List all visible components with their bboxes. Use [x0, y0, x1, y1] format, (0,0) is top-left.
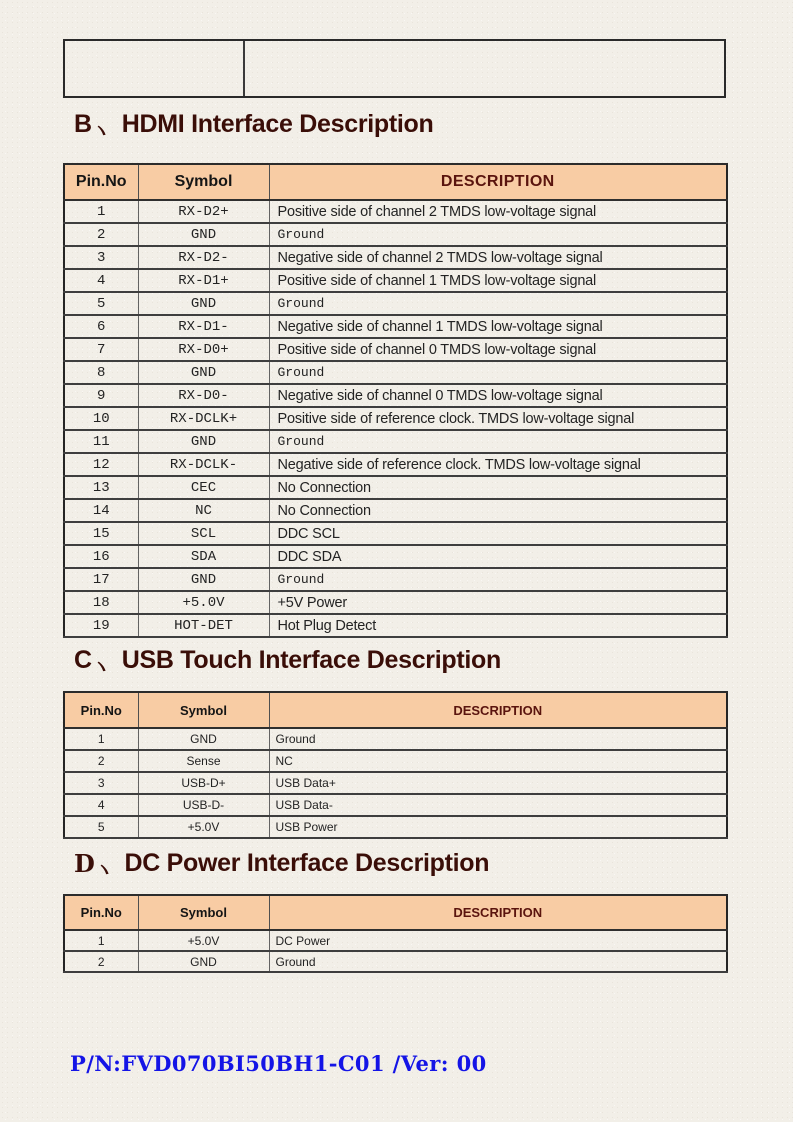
pin-cell: 3	[64, 772, 138, 794]
column-header: DESCRIPTION	[269, 164, 727, 200]
column-header: DESCRIPTION	[269, 895, 727, 930]
section-title: USB Touch Interface Description	[121, 646, 501, 674]
description-cell: Negative side of channel 0 TMDS low-voltage signal	[269, 384, 727, 407]
pin-cell: 5	[64, 292, 138, 315]
symbol-cell: RX-D1-	[138, 315, 269, 338]
table-row	[64, 499, 727, 522]
table-row	[64, 453, 727, 476]
table-row	[64, 476, 727, 499]
pin-cell: 19	[64, 614, 138, 637]
description-cell: Ground	[269, 568, 727, 591]
table-row	[64, 591, 727, 614]
symbol-cell: RX-D1+	[138, 269, 269, 292]
table-row	[64, 568, 727, 591]
description-cell: NC	[269, 750, 727, 772]
usb-pin-table	[63, 691, 728, 839]
top-table-cell-left	[65, 41, 245, 96]
table-row	[64, 794, 727, 816]
symbol-cell: RX-D2-	[138, 246, 269, 269]
symbol-cell: GND	[138, 223, 269, 246]
pin-cell: 7	[64, 338, 138, 361]
pin-cell: 10	[64, 407, 138, 430]
symbol-cell: GND	[138, 568, 269, 591]
description-cell: Negative side of reference clock. TMDS low-voltage signal	[269, 453, 727, 476]
symbol-cell: GND	[138, 951, 269, 972]
table-row	[64, 315, 727, 338]
pin-cell: 8	[64, 361, 138, 384]
section-title: HDMI Interface Description	[121, 110, 434, 138]
pin-cell: 11	[64, 430, 138, 453]
description-cell: DDC SCL	[269, 522, 727, 545]
description-cell: USB Power	[269, 816, 727, 838]
symbol-cell: SCL	[138, 522, 269, 545]
table-row	[64, 750, 727, 772]
pin-cell: 14	[64, 499, 138, 522]
column-header: Symbol	[138, 164, 269, 200]
section-letter: D	[74, 849, 95, 878]
column-header: Symbol	[138, 895, 269, 930]
section-heading-hdmi	[74, 112, 433, 137]
part-number-text: P/N:FVD070BI50BH1-C01 /Ver: 00	[70, 1051, 487, 1076]
pin-cell: 2	[64, 750, 138, 772]
description-cell: Ground	[269, 430, 727, 453]
pin-cell: 9	[64, 384, 138, 407]
ideographic-comma-icon	[100, 864, 111, 875]
description-cell: Ground	[269, 292, 727, 315]
symbol-cell: RX-D0-	[138, 384, 269, 407]
table-row	[64, 338, 727, 361]
pin-cell: 3	[64, 246, 138, 269]
description-cell: Positive side of channel 0 TMDS low-voltage signal	[269, 338, 727, 361]
table-row	[64, 951, 727, 972]
symbol-cell: GND	[138, 292, 269, 315]
table-row	[64, 930, 727, 951]
pin-cell: 18	[64, 591, 138, 614]
section-letter: C	[74, 646, 92, 674]
dc-pin-table	[63, 894, 728, 973]
table-row	[64, 772, 727, 794]
symbol-cell: RX-D0+	[138, 338, 269, 361]
column-header: DESCRIPTION	[269, 692, 727, 728]
symbol-cell: USB-D+	[138, 772, 269, 794]
symbol-cell: +5.0V	[138, 816, 269, 838]
pin-cell: 13	[64, 476, 138, 499]
symbol-cell: Sense	[138, 750, 269, 772]
top-table-cell-right	[245, 41, 724, 96]
table-row	[64, 292, 727, 315]
hdmi-pin-table	[63, 163, 728, 638]
description-cell: Positive side of channel 2 TMDS low-voltage signal	[269, 200, 727, 223]
symbol-cell: RX-D2+	[138, 200, 269, 223]
pin-cell: 15	[64, 522, 138, 545]
description-cell: Ground	[269, 728, 727, 750]
pin-cell: 17	[64, 568, 138, 591]
symbol-cell: USB-D-	[138, 794, 269, 816]
section-letter: B	[74, 110, 92, 138]
description-cell: Hot Plug Detect	[269, 614, 727, 637]
section-title: DC Power Interface Description	[124, 849, 490, 877]
pin-cell: 16	[64, 545, 138, 568]
table-header-row	[64, 895, 727, 930]
table-header-row	[64, 692, 727, 728]
description-cell: Ground	[269, 223, 727, 246]
description-cell: DDC SDA	[269, 545, 727, 568]
table-row	[64, 522, 727, 545]
column-header: Symbol	[138, 692, 269, 728]
pin-cell: 1	[64, 728, 138, 750]
description-cell: Negative side of channel 2 TMDS low-voltage signal	[269, 246, 727, 269]
top-empty-table	[63, 39, 726, 98]
pin-cell: 1	[64, 200, 138, 223]
symbol-cell: SDA	[138, 545, 269, 568]
symbol-cell: HOT-DET	[138, 614, 269, 637]
table-row	[64, 384, 727, 407]
description-cell: Positive side of reference clock. TMDS low-voltage signal	[269, 407, 727, 430]
symbol-cell: GND	[138, 361, 269, 384]
table-row	[64, 407, 727, 430]
pin-cell: 4	[64, 269, 138, 292]
section-heading-dc	[74, 851, 489, 876]
symbol-cell: GND	[138, 430, 269, 453]
table-row	[64, 200, 727, 223]
pin-cell: 2	[64, 951, 138, 972]
symbol-cell: +5.0V	[138, 930, 269, 951]
symbol-cell: +5.0V	[138, 591, 269, 614]
description-cell: DC Power	[269, 930, 727, 951]
table-row	[64, 361, 727, 384]
pin-cell: 1	[64, 930, 138, 951]
section-heading-usb	[74, 648, 501, 673]
table-row	[64, 816, 727, 838]
pin-cell: 5	[64, 816, 138, 838]
pin-cell: 6	[64, 315, 138, 338]
column-header: Pin.No	[64, 164, 138, 200]
symbol-cell: CEC	[138, 476, 269, 499]
description-cell: USB Data-	[269, 794, 727, 816]
column-header: Pin.No	[64, 895, 138, 930]
description-cell: Ground	[269, 951, 727, 972]
pin-cell: 12	[64, 453, 138, 476]
description-cell: USB Data+	[269, 772, 727, 794]
table-row	[64, 223, 727, 246]
symbol-cell: NC	[138, 499, 269, 522]
symbol-cell: RX-DCLK-	[138, 453, 269, 476]
ideographic-comma-icon	[97, 661, 108, 672]
table-row	[64, 728, 727, 750]
table-row	[64, 269, 727, 292]
description-cell: No Connection	[269, 499, 727, 522]
symbol-cell: RX-DCLK+	[138, 407, 269, 430]
table-header-row	[64, 164, 727, 200]
table-row	[64, 545, 727, 568]
description-cell: +5V Power	[269, 591, 727, 614]
table-row	[64, 430, 727, 453]
description-cell: No Connection	[269, 476, 727, 499]
table-row	[64, 614, 727, 637]
pin-cell: 4	[64, 794, 138, 816]
pin-cell: 2	[64, 223, 138, 246]
ideographic-comma-icon	[97, 125, 108, 136]
description-cell: Ground	[269, 361, 727, 384]
description-cell: Positive side of channel 1 TMDS low-voltage signal	[269, 269, 727, 292]
symbol-cell: GND	[138, 728, 269, 750]
column-header: Pin.No	[64, 692, 138, 728]
description-cell: Negative side of channel 1 TMDS low-voltage signal	[269, 315, 727, 338]
table-row	[64, 246, 727, 269]
